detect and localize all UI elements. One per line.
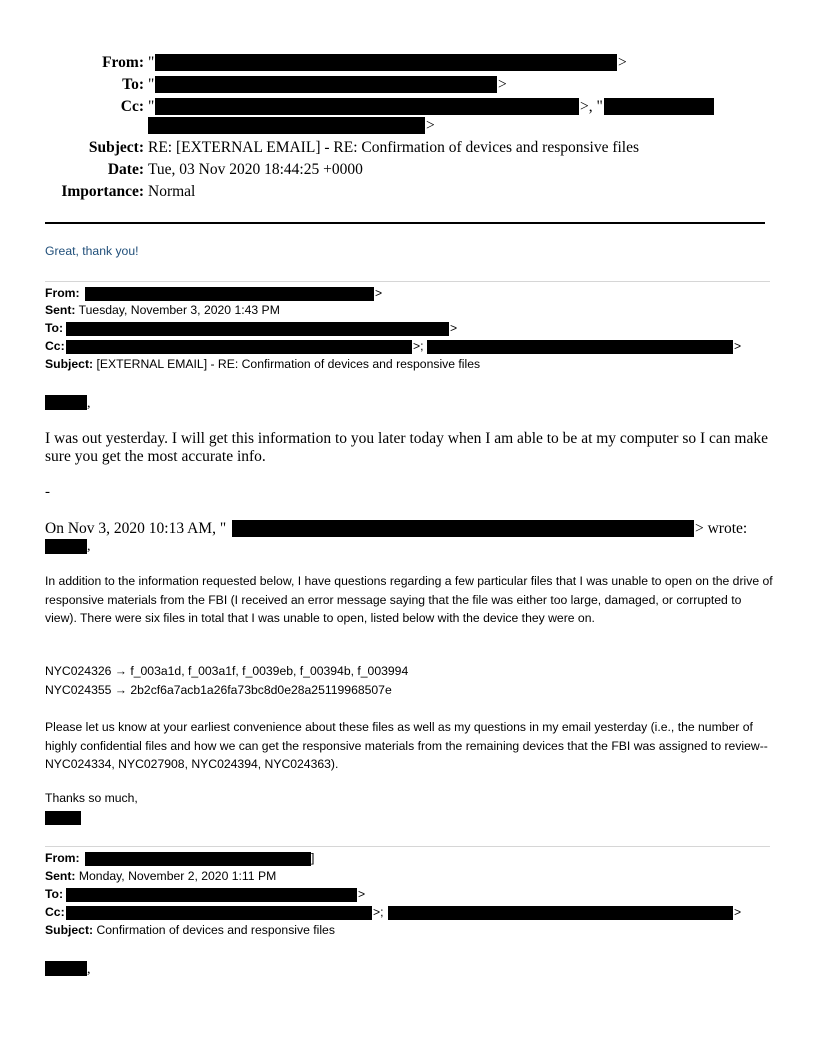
quote-prefix: On Nov 3, 2020 10:13 AM, " (45, 520, 227, 537)
msg3-subject-label: Subject: (45, 923, 94, 937)
msg3-subject-value: Confirmation of devices and responsive files (96, 923, 335, 937)
msg1-sent-value: Tuesday, November 3, 2020 1:43 PM (78, 303, 280, 317)
msg1-from-tail: > (375, 286, 383, 300)
msg1-cc-tail: > (734, 339, 742, 353)
message-separator (45, 846, 770, 847)
msg1-sent-label: Sent: (45, 303, 76, 317)
msg3-sent-label: Sent: (45, 869, 76, 883)
to-tail: > (498, 76, 507, 93)
redaction-block (388, 906, 733, 920)
redaction-block (427, 340, 733, 354)
msg3-greeting-comma: , (87, 962, 91, 977)
reply-text: Great, thank you! (45, 244, 139, 258)
msg3-cc-label: Cc: (45, 905, 65, 919)
redaction-block (66, 322, 449, 336)
msg1-cc-label: Cc: (45, 339, 65, 353)
message-separator (45, 281, 770, 282)
msg2-paragraph-2: Please let us know at your earliest convenience about these files as well as my questions in my email yesterday (i.e., the number of highly confidential files and how we can get the responsive materials from the remaining devices that the FBI was assigned to review-- NYC024334, NYC027908, NYC024394, NYC024363). (45, 720, 768, 771)
cc-tail: > (426, 117, 435, 134)
file-list-line-2: NYC024355 → 2b2cf6a7acb1a26fa73bc8d0e28a25119968507e (45, 683, 392, 697)
msg1-to-label: To: (45, 321, 64, 335)
msg1-cc-mid: >; (413, 339, 424, 353)
cc-mid: >, " (580, 98, 603, 115)
msg1-subject-label: Subject: (45, 357, 94, 371)
date-label: Date: (107, 161, 144, 178)
msg3-from-tail: ] (311, 851, 315, 865)
msg2-paragraph-1: In addition to the information requested below, I have questions regarding a few particular files that I was unable to open on the drive of responsive materials from the FBI (I received an error message saying that the file was either too large, damaged, or corrupted to view). There were six files in total that I was unable to open, listed below with the device they were on. (45, 574, 773, 625)
redaction-block (155, 54, 617, 71)
from-quote: " (148, 54, 155, 71)
redaction-block (155, 98, 579, 115)
redaction-block (66, 340, 412, 354)
date-value: Tue, 03 Nov 2020 18:44:25 +0000 (148, 161, 363, 178)
from-tail: > (618, 54, 627, 71)
redaction-block (155, 76, 497, 93)
redaction-block (45, 961, 87, 976)
msg3-cc-mid: >; (373, 905, 384, 919)
redaction-block (85, 287, 374, 301)
redaction-block (45, 539, 87, 554)
msg3-to-tail: > (358, 887, 366, 901)
redaction-block (66, 906, 372, 920)
from-label: From: (102, 54, 144, 71)
msg1-to-tail: > (450, 321, 458, 335)
importance-value: Normal (148, 183, 196, 200)
file-list-line-1: NYC024326 → f_003a1d, f_003a1f, f_0039eb, f_00394b, f_003994 (45, 664, 409, 678)
redaction-block (85, 852, 311, 866)
msg3-to-label: To: (45, 887, 64, 901)
redaction-block (232, 520, 694, 537)
msg3-cc-tail: > (734, 905, 742, 919)
redaction-block (604, 98, 714, 115)
subject-value: RE: [EXTERNAL EMAIL] - RE: Confirmation of devices and responsive files (148, 139, 640, 156)
to-label: To: (122, 76, 144, 93)
msg1-from-label: From: (45, 286, 80, 300)
cc-label: Cc: (120, 98, 144, 115)
cc-quote: " (148, 98, 155, 115)
msg2-signoff: Thanks so much, (45, 791, 138, 805)
importance-label: Importance: (61, 183, 144, 200)
msg1-subject-value: [EXTERNAL EMAIL] - RE: Confirmation of devices and responsive files (96, 357, 481, 371)
quote-suffix: > wrote: (695, 520, 748, 537)
msg1-dash: - (45, 484, 50, 500)
subject-label: Subject: (88, 139, 144, 156)
msg1-greeting-comma: , (87, 396, 91, 411)
to-quote: " (148, 76, 155, 93)
header-divider (45, 222, 765, 224)
redaction-block (45, 811, 81, 825)
msg3-from-label: From: (45, 851, 80, 865)
redaction-block (45, 395, 87, 410)
msg1-body: I was out yesterday. I will get this information to you later today when I am able to be at my computer so I can make sure you get the most accurate info. (45, 430, 768, 465)
redaction-block (148, 117, 425, 134)
redaction-block (66, 888, 357, 902)
quote-comma: , (87, 539, 91, 554)
msg3-sent-value: Monday, November 2, 2020 1:11 PM (78, 869, 277, 883)
